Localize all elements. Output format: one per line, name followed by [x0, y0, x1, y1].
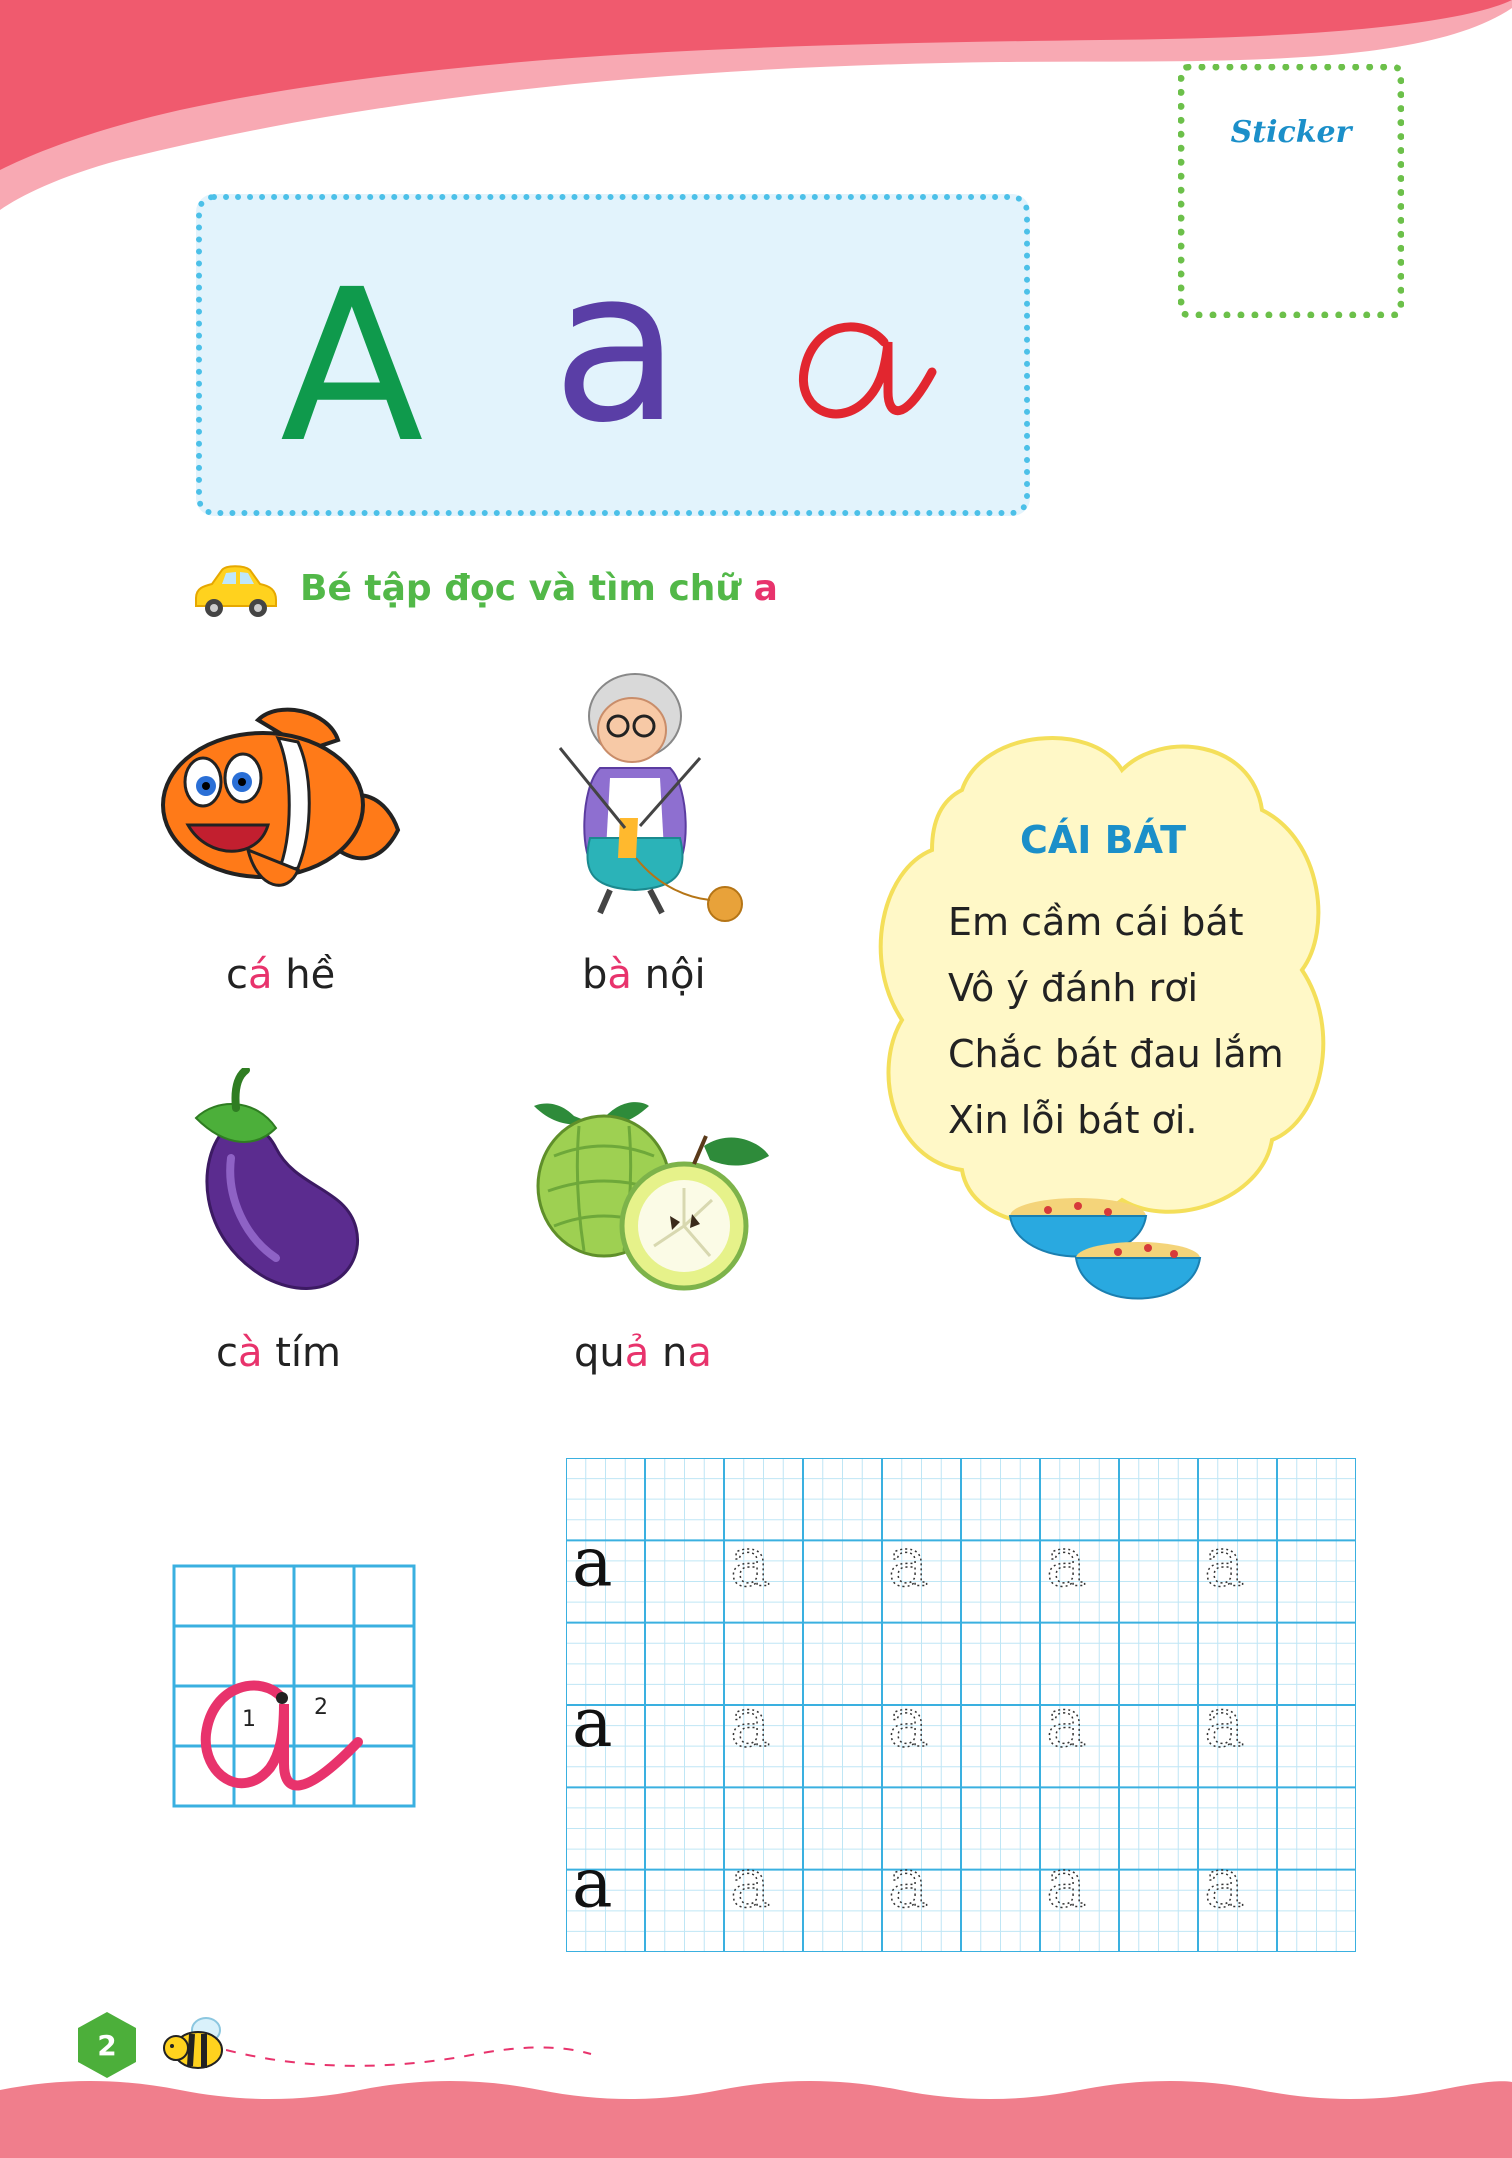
instruction-main: Bé tập đọc và tìm chữ [300, 568, 754, 609]
poem-line: Em cầm cái bát [948, 900, 1244, 944]
clownfish-illustration [158, 700, 408, 910]
stroke-step-2: 2 [314, 1695, 328, 1720]
word-ca-he: cá hề [226, 952, 336, 998]
word-ba-noi: bà nội [582, 952, 706, 998]
eggplant-illustration [176, 1068, 376, 1298]
practice-letter-dotted: a [730, 1844, 771, 1924]
sticker-label: Sticker [1230, 114, 1352, 150]
dashed-flight-path [226, 2040, 596, 2070]
practice-letter-dotted: a [1046, 1684, 1087, 1764]
poem-title: CÁI BÁT [1020, 818, 1187, 862]
footer-wave [0, 2070, 1512, 2158]
practice-letter-dotted: a [888, 1684, 929, 1764]
word-ca-tim: cà tím [216, 1330, 341, 1376]
word-qua-na: quả na [574, 1330, 712, 1376]
uppercase-letter: A [280, 244, 424, 489]
practice-letter-dotted: a [730, 1684, 771, 1764]
page-number: 2 [97, 2028, 117, 2062]
practice-letter-dotted: a [1204, 1523, 1245, 1603]
poem-line: Xin lỗi bát ơi. [948, 1098, 1198, 1142]
practice-letter-solid: a [572, 1844, 613, 1924]
car-icon [186, 560, 282, 622]
stroke-guide-grid [172, 1564, 416, 1808]
lowercase-letter: a [552, 224, 681, 469]
rice-bowls-illustration [1008, 1190, 1208, 1320]
practice-letter-solid: a [572, 1523, 613, 1603]
practice-letter-dotted: a [888, 1844, 929, 1924]
practice-letter-dotted: a [888, 1523, 929, 1603]
instruction-text [300, 568, 778, 609]
custard-apple-illustration [534, 1096, 774, 1296]
letter-card [196, 194, 1030, 516]
practice-letter-solid: a [572, 1684, 613, 1764]
practice-letter-dotted: a [1046, 1523, 1087, 1603]
script-letter [792, 312, 942, 432]
instruction-highlight: a [753, 568, 778, 609]
practice-letter-dotted: a [1046, 1844, 1087, 1924]
bee-icon [162, 2014, 234, 2072]
poem-line: Chắc bát đau lắm [948, 1032, 1284, 1076]
practice-letter-dotted: a [1204, 1684, 1245, 1764]
sticker-box [1178, 64, 1404, 318]
poem-line: Vô ý đánh rơi [948, 966, 1199, 1010]
stroke-step-1: 1 [242, 1707, 256, 1732]
practice-letter-dotted: a [730, 1523, 771, 1603]
grandmother-illustration [540, 668, 770, 928]
practice-letter-dotted: a [1204, 1844, 1245, 1924]
practice-grid [566, 1458, 1356, 1952]
